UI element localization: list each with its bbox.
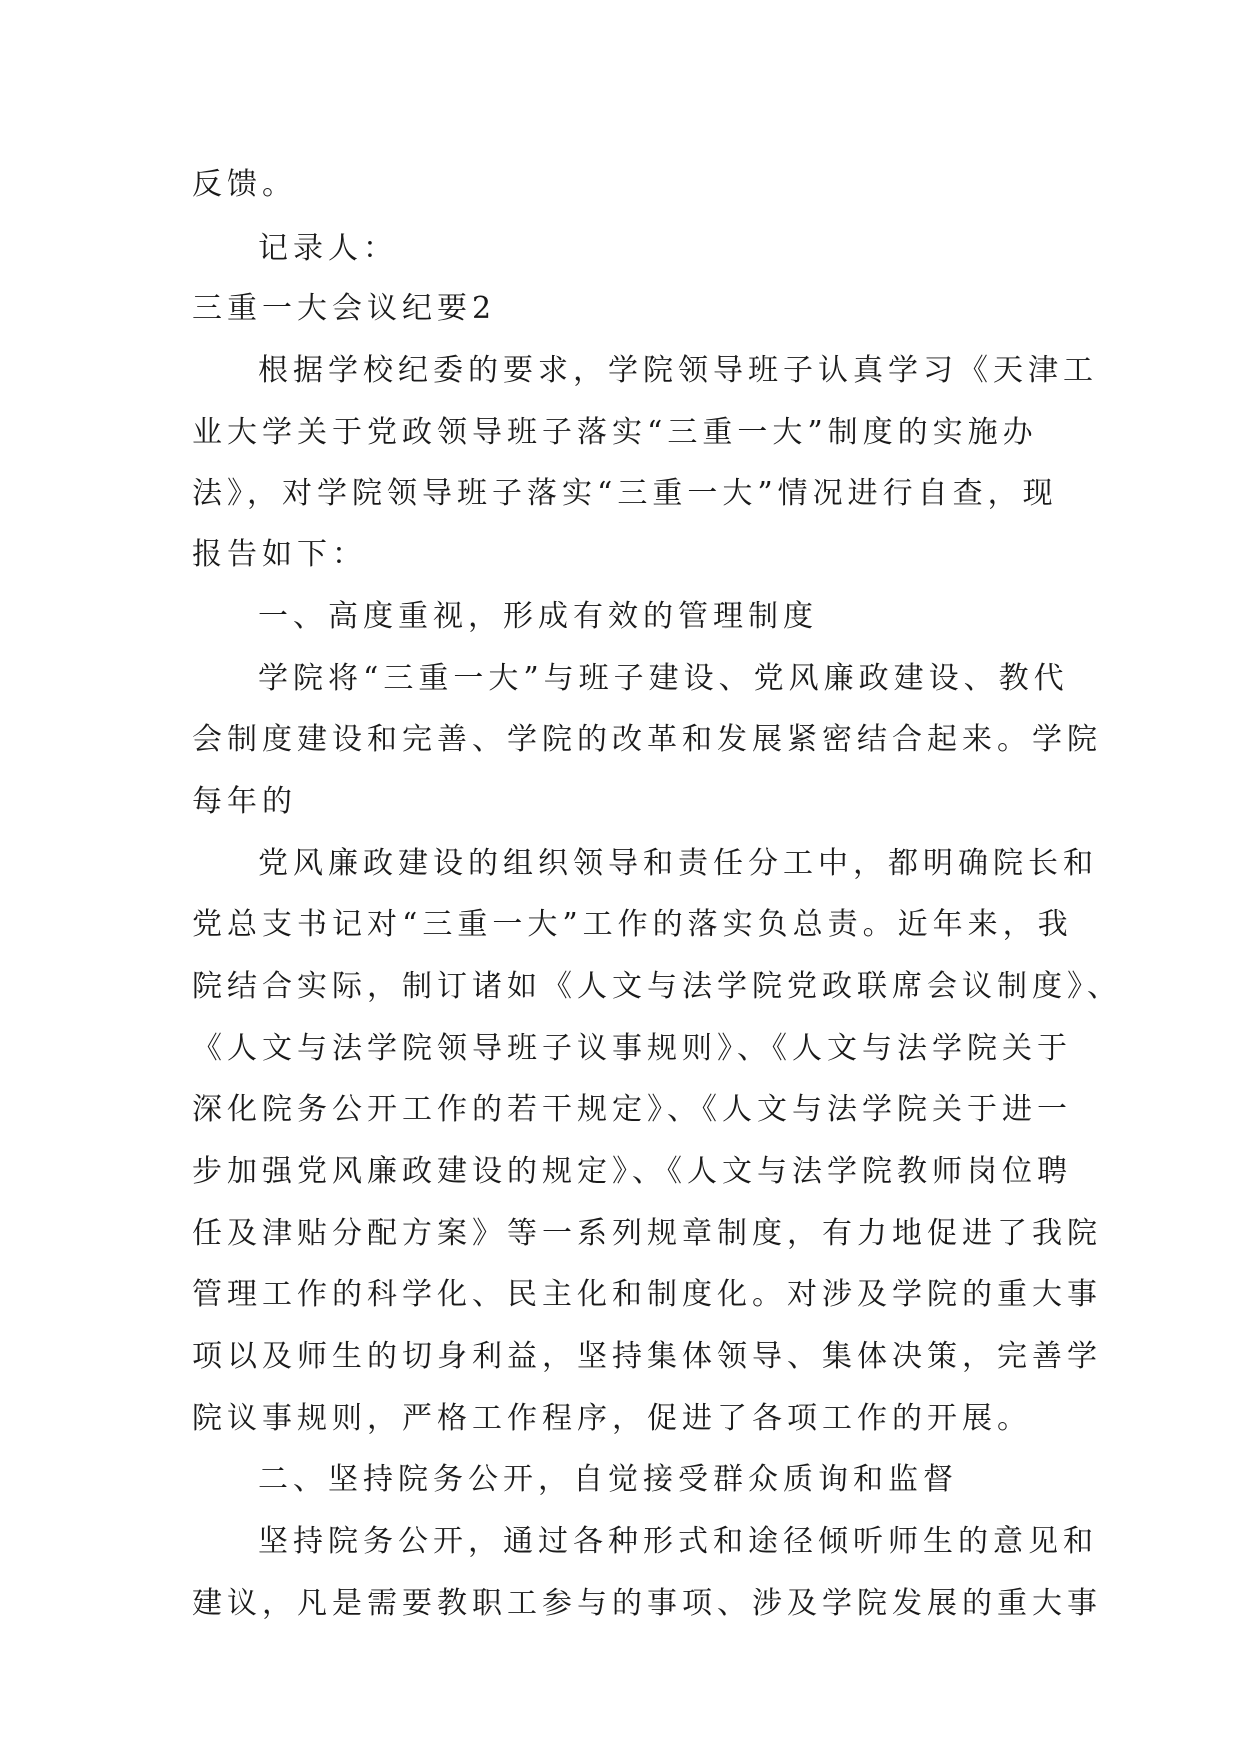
text-line: 记录人： bbox=[258, 231, 398, 266]
section-title: 三重一大会议纪要2 bbox=[192, 291, 497, 326]
text-line: 报告如下： bbox=[192, 537, 367, 572]
heading-1: 一、高度重视，形成有效的管理制度 bbox=[258, 599, 818, 634]
text-line: 《人文与法学院领导班子议事规则》、《人文与法学院关于 bbox=[192, 1031, 1072, 1066]
heading-2: 二、坚持院务公开，自觉接受群众质询和监督 bbox=[258, 1462, 958, 1497]
text-line: 院议事规则，严格工作程序，促进了各项工作的开展。 bbox=[192, 1401, 1032, 1436]
text-line: 院结合实际，制订诸如《人文与法学院党政联席会议制度》、 bbox=[192, 969, 1122, 1004]
text-line: 党风廉政建设的组织领导和责任分工中，都明确院长和 bbox=[258, 846, 1098, 881]
text-line: 反馈。 bbox=[192, 167, 297, 202]
text-line: 根据学校纪委的要求，学院领导班子认真学习《天津工 bbox=[258, 353, 1098, 388]
text-line: 管理工作的科学化、民主化和制度化。对涉及学院的重大事 bbox=[192, 1277, 1102, 1312]
text-line: 业大学关于党政领导班子落实“三重一大”制度的实施办 bbox=[192, 415, 1038, 450]
text-line: 学院将“三重一大”与班子建设、党风廉政建设、教代 bbox=[258, 661, 1069, 696]
text-line: 法》，对学院领导班子落实“三重一大”情况进行自查，现 bbox=[192, 476, 1058, 511]
text-line: 深化院务公开工作的若干规定》、《人文与法学院关于进一 bbox=[192, 1092, 1072, 1127]
text-line: 每年的 bbox=[192, 784, 297, 819]
text-line: 会制度建设和完善、学院的改革和发展紧密结合起来。学院 bbox=[192, 722, 1102, 757]
text-line: 坚持院务公开，通过各种形式和途径倾听师生的意见和 bbox=[258, 1524, 1098, 1559]
text-line: 任及津贴分配方案》等一系列规章制度，有力地促进了我院 bbox=[192, 1216, 1102, 1251]
text-line: 步加强党风廉政建设的规定》、《人文与法学院教师岗位聘 bbox=[192, 1154, 1072, 1189]
text-line: 党总支书记对“三重一大”工作的落实负总责。近年来，我 bbox=[192, 907, 1073, 942]
text-line: 建议，凡是需要教职工参与的事项、涉及学院发展的重大事 bbox=[192, 1586, 1102, 1621]
text-line: 项以及师生的切身利益，坚持集体领导、集体决策，完善学 bbox=[192, 1339, 1102, 1374]
